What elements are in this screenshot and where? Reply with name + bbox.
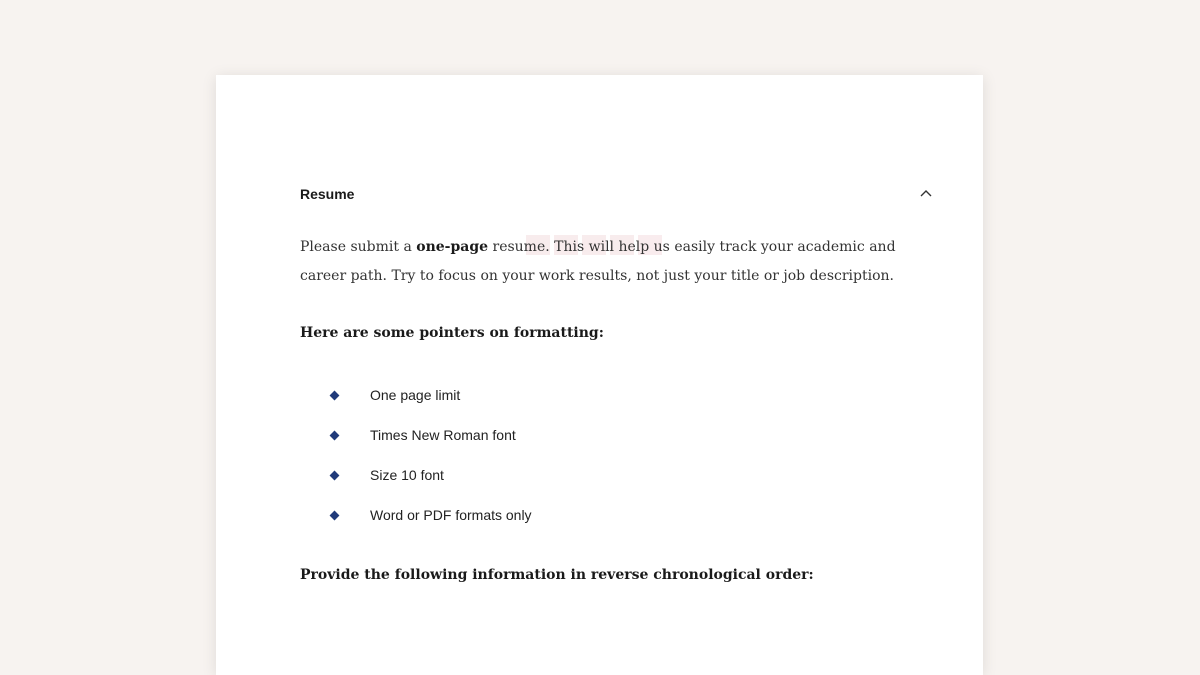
accordion-header-resume[interactable] <box>300 183 930 207</box>
chevron-up-icon[interactable] <box>918 187 934 199</box>
intro-text-end: resume. This will help us easily track your academic and career path. Try to focus on your work results, not just your title or job description. <box>300 239 896 284</box>
diamond-bullet-icon <box>330 511 340 521</box>
intro-paragraph <box>300 233 920 291</box>
list-item-text: One page limit <box>370 387 461 403</box>
diamond-bullet-icon <box>330 471 340 481</box>
chronological-heading: Provide the following information in reverse chronological order: <box>300 567 814 583</box>
diamond-bullet-icon <box>330 391 340 401</box>
formatting-heading: Here are some pointers on formatting: <box>300 325 604 341</box>
diamond-bullet-icon <box>330 431 340 441</box>
intro-emphasis: one-page <box>416 239 489 255</box>
list-item-text: Size 10 font <box>370 467 444 483</box>
content-card <box>216 75 983 675</box>
intro-text-start: Please submit a <box>300 239 417 255</box>
accordion-title: Resume <box>300 186 355 202</box>
list-item-text: Word or PDF formats only <box>370 507 532 523</box>
list-item-text: Times New Roman font <box>370 427 516 443</box>
